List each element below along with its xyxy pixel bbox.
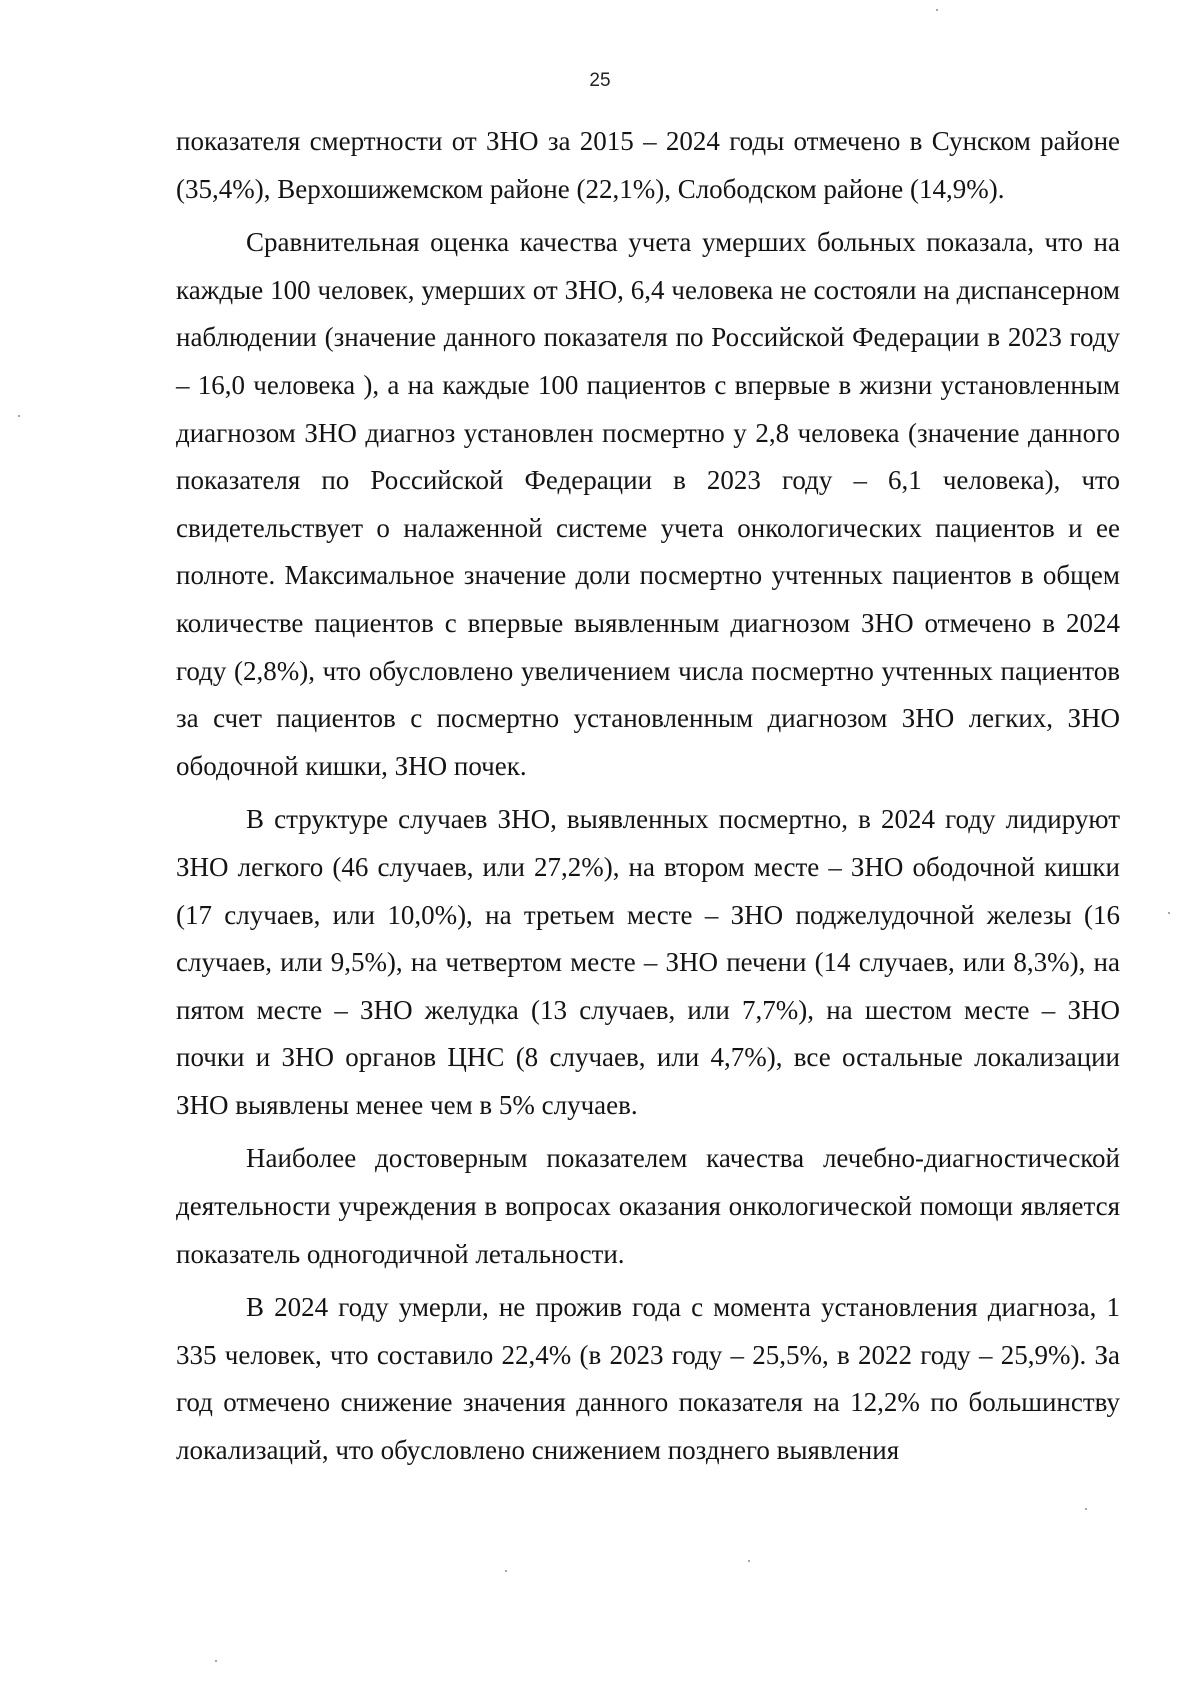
paragraph-postmortem-structure: В структуре случаев ЗНО, выявленных посмертно, в 2024 году лидируют ЗНО легкого (46 случаев, или 27,2%), на втором месте – ЗНО ободочной кишки (17 случаев, или 10,0%), на третьем месте – ЗНО поджелудочной железы (16 случаев, или 9,5%), на четвертом месте – ЗНО печени (14 случаев, или 8,3%), на пятом месте – ЗНО желудка (13 случаев, или 7,7%), на шестом месте – ЗНО почки и ЗНО органов ЦНС (8 случаев, или 4,7%), все остальные локализации ЗНО выявлены менее чем в 5% случаев.: [176, 804, 1120, 1120]
scan-speck: [505, 1570, 507, 1572]
paragraph-registration-quality: Сравнительная оценка качества учета умерших больных показала, что на каждые 100 человек, умерших от ЗНО, 6,4 человека не состояли на диспансерном наблюдении (значение данного показателя по Российской Федерации в 2023 году – 16,0 человека ), а на каждые 100 пациентов с впервые в жизни установленным диагнозом ЗНО диагноз установлен посмертно у 2,8 человека (значение данного показателя по Российской Федерации в 2023 году – 6,1 человека), что свидетельствует о налаженной системе учета онкологических пациентов и ее полноте. Максимальное значение доли посмертно учтенных пациентов в общем количестве пациентов с впервые выявленным диагнозом ЗНО отмечено в 2024 году (2,8%), что обусловлено увеличением числа посмертно учтенных пациентов за счет пациентов с посмертно установленным диагнозом ЗНО легких, ЗНО ободочной кишки, ЗНО почек.: [176, 227, 1120, 781]
scan-speck: [748, 1560, 750, 1562]
paragraph-one-year-mortality-definition: Наиболее достоверным показателем качества лечебно-диагностической деятельности учреждения в вопросах оказания онкологической помощи является показатель одногодичной летальности.: [176, 1143, 1120, 1269]
scan-speck: [1168, 912, 1170, 914]
paragraph-one-year-mortality-2024: В 2024 году умерли, не прожив года с момента установления диагноза, 1 335 человек, что составило 22,4% (в 2023 году – 25,5%, в 2022 году – 25,9%). За год отмечено снижение значения данного показателя на 12,2% по большинству локализаций, что обусловлено снижением позднего выявления: [176, 1292, 1120, 1466]
scan-speck: [936, 9, 938, 11]
scan-speck: [18, 415, 20, 417]
paragraph-continuation: показателя смертности от ЗНО за 2015 – 2024 годы отмечено в Сунском районе (35,4%), Верхошижемском районе (22,1%), Слободском районе (14,9%).: [176, 126, 1120, 204]
scan-speck: [215, 1660, 217, 1662]
scan-speck: [1085, 1508, 1087, 1510]
document-text: [176, 118, 1120, 1481]
page-number: 25: [589, 70, 611, 91]
